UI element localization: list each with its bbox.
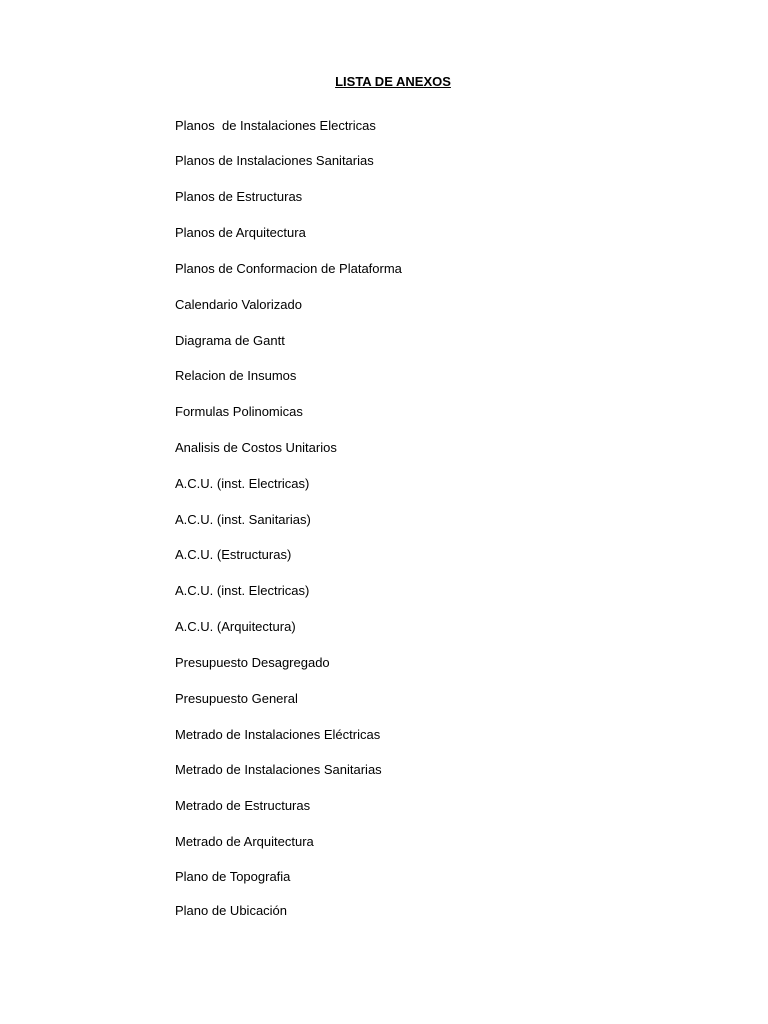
- annex-item: Presupuesto General: [175, 691, 298, 706]
- annex-item: Metrado de Instalaciones Sanitarias: [175, 762, 382, 777]
- annex-item: Planos de Arquitectura: [175, 225, 306, 240]
- annex-item: A.C.U. (inst. Electricas): [175, 476, 310, 491]
- annex-item: A.C.U. (inst. Electricas): [175, 583, 310, 598]
- annex-item: Formulas Polinomicas: [175, 404, 303, 419]
- annex-item: Metrado de Instalaciones Eléctricas: [175, 727, 381, 742]
- document-title: LISTA DE ANEXOS: [335, 74, 451, 89]
- annex-item: Planos de Instalaciones Sanitarias: [175, 153, 374, 168]
- annex-item: Relacion de Insumos: [175, 368, 297, 383]
- annex-item: Planos de Instalaciones Electricas: [175, 118, 376, 133]
- annex-item: Presupuesto Desagregado: [175, 655, 330, 670]
- annex-item: A.C.U. (inst. Sanitarias): [175, 512, 311, 527]
- annex-item: A.C.U. (Estructuras): [175, 547, 292, 562]
- annex-item: Plano de Ubicación: [175, 903, 288, 918]
- annex-item: Diagrama de Gantt: [175, 333, 285, 348]
- annex-item: Plano de Topografia: [175, 869, 291, 884]
- annex-item: A.C.U. (Arquitectura): [175, 619, 296, 634]
- annex-item: Metrado de Estructuras: [175, 798, 311, 813]
- annex-item: Planos de Estructuras: [175, 189, 303, 204]
- annex-item: Analisis de Costos Unitarios: [175, 440, 337, 455]
- annex-item: Calendario Valorizado: [175, 297, 302, 312]
- annex-item: Planos de Conformacion de Plataforma: [175, 261, 402, 276]
- annex-item: Metrado de Arquitectura: [175, 834, 314, 849]
